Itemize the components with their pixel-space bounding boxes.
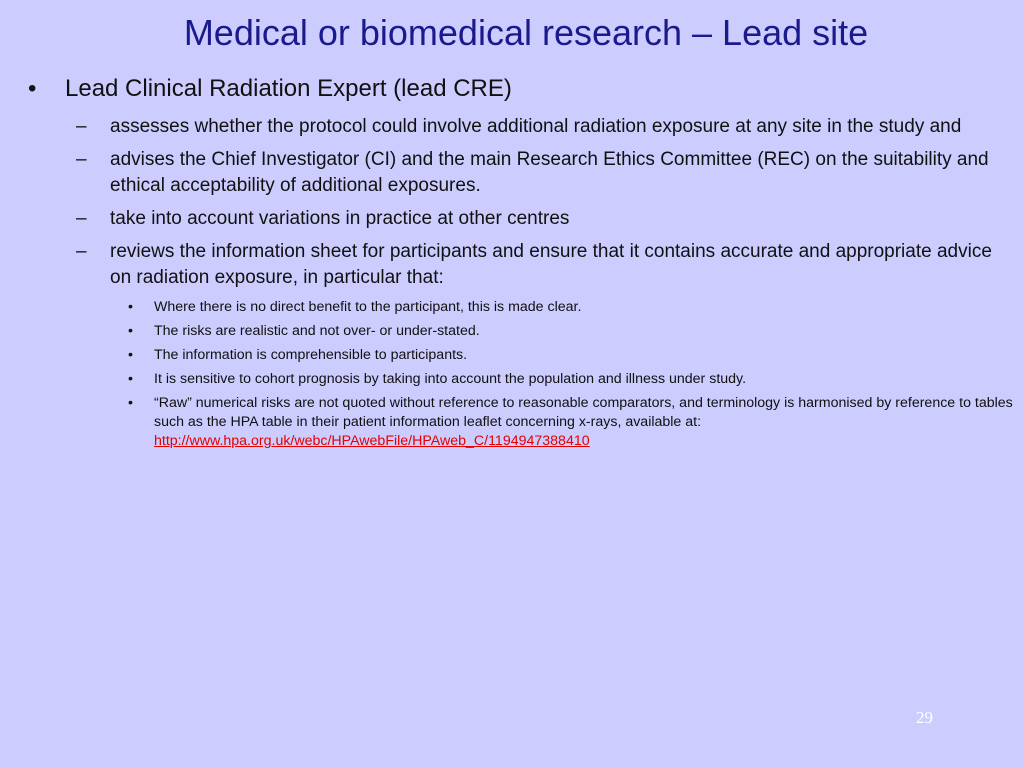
slide-title: Medical or biomedical research – Lead site (183, 12, 869, 53)
slide-body (0, 74, 1024, 456)
sub-bullet-text: assesses whether the protocol could involve additional radiation exposure at any site in the study and (110, 116, 962, 137)
dash-mark: – (76, 116, 87, 137)
dash-mark: – (76, 208, 87, 229)
bullet-lead-text: Lead Clinical Radiation Expert (lead CRE) (65, 75, 512, 102)
sub-bullet-variations (0, 206, 1024, 232)
subsub-bullet-cohort (0, 370, 1024, 389)
dash-mark: – (76, 241, 87, 262)
subsub-bullet-comprehensible (0, 346, 1024, 365)
subsub-bullet-direct-benefit (0, 298, 1024, 317)
sub-bullet-text: advises the Chief Investigator (CI) and the main Research Ethics Committee (REC) on the suitability and ethical acceptability of additional exposures. (110, 149, 989, 196)
subsub-bullet-raw-risks (0, 394, 1024, 451)
bullet-mark: • (128, 299, 133, 315)
subsub-bullet-text: It is sensitive to cohort prognosis by taking into account the population and illness under study. (154, 371, 747, 387)
dash-mark: – (76, 149, 87, 170)
page-number: 29 (916, 708, 933, 727)
subsub-bullet-risks (0, 322, 1024, 341)
bullet-mark: • (28, 75, 37, 102)
hpa-link[interactable]: http://www.hpa.org.uk/webc/HPAwebFile/HPAweb_C/1194947388410 (154, 433, 590, 449)
bullet-mark: • (128, 395, 133, 411)
sub-bullet-text: reviews the information sheet for participants and ensure that it contains accurate and appropriate advice on radiation exposure, in particular that: (110, 241, 992, 288)
subsub-bullet-text: The information is comprehensible to participants. (154, 347, 468, 363)
sub-bullet-information-sheet (0, 239, 1024, 291)
bullet-mark: • (128, 347, 133, 363)
subsub-bullet-text: “Raw” numerical risks are not quoted without reference to reasonable comparators, and terminology is harmonised by reference to tables such as the HPA table in their patient information leaflet concerning x-rays, available at: (154, 395, 1013, 430)
subsub-bullet-text: The risks are realistic and not over- or under-stated. (154, 323, 480, 339)
bullet-mark: • (128, 323, 133, 339)
subsub-bullet-text: Where there is no direct benefit to the participant, this is made clear. (154, 299, 582, 315)
sub-bullet-advises (0, 147, 1024, 199)
bullet-lead-cre (0, 74, 1024, 104)
sub-bullet-text: take into account variations in practice at other centres (110, 208, 570, 229)
sub-bullet-assesses (0, 114, 1024, 140)
bullet-mark: • (128, 371, 133, 387)
